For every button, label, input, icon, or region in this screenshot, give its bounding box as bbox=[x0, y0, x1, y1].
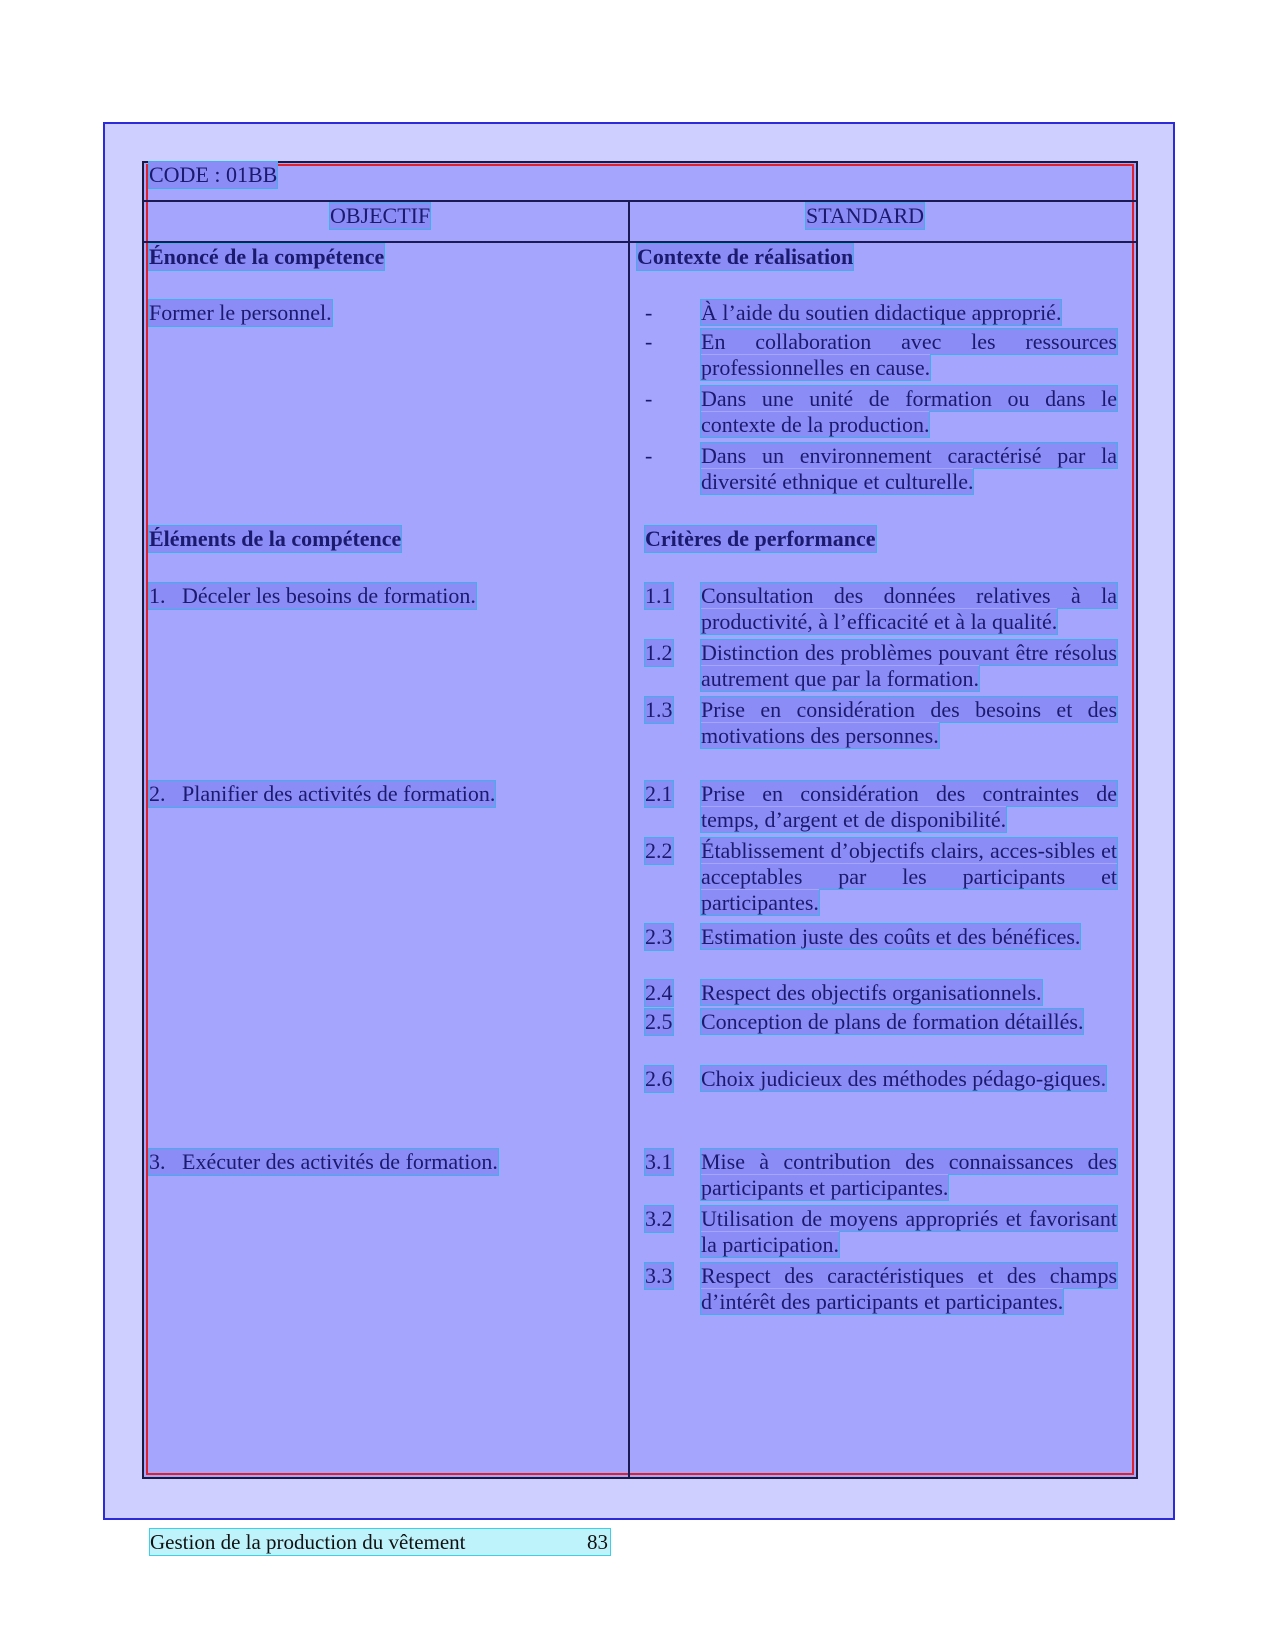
critere-text: Choix judicieux des méthodes pédago-giques. bbox=[701, 1066, 1107, 1091]
header-divider-bottom bbox=[144, 241, 1136, 243]
column-divider bbox=[628, 200, 630, 1477]
header-divider-top bbox=[144, 200, 1136, 202]
element-3 bbox=[149, 1149, 498, 1175]
critere-text: Établissement d’objectifs clairs, acces-sibles et acceptables par les participants et participantes. bbox=[701, 838, 1117, 915]
critere-number: 2.4 bbox=[645, 980, 673, 1005]
enonce-text: Former le personnel. bbox=[149, 300, 332, 325]
critere-number: 1.1 bbox=[645, 583, 673, 608]
bullet: - bbox=[645, 443, 653, 468]
critere-text: Prise en considération des contraintes de temps, d’argent et de disponibilité. bbox=[701, 781, 1117, 832]
critere-number: 2.6 bbox=[645, 1066, 673, 1091]
critere-number: 3.1 bbox=[645, 1149, 673, 1174]
critere-number: 3.2 bbox=[645, 1206, 673, 1231]
header-objectif: OBJECTIF bbox=[330, 203, 431, 228]
contexte-text: En collaboration avec les ressources professionnelles en cause. bbox=[701, 329, 1117, 380]
critere-number: 2.2 bbox=[645, 838, 673, 863]
contexte-text: À l’aide du soutien didactique approprié. bbox=[701, 300, 1062, 325]
critere-number: 2.1 bbox=[645, 781, 673, 806]
bullet: - bbox=[645, 300, 653, 325]
page-footer bbox=[150, 1529, 610, 1555]
critere-text: Distinction des problèmes pouvant être résolus autrement que par la formation. bbox=[701, 640, 1117, 691]
critere-number: 3.3 bbox=[645, 1263, 673, 1288]
critere-text: Estimation juste des coûts et des bénéfices. bbox=[701, 924, 1081, 949]
element-number: 3. bbox=[149, 1149, 166, 1174]
critere-number: 1.3 bbox=[645, 697, 673, 722]
bullet: - bbox=[645, 386, 653, 411]
header-standard: STANDARD bbox=[806, 203, 925, 228]
element-text: Déceler les besoins de formation. bbox=[182, 583, 476, 608]
code-label: CODE : 01BB bbox=[149, 162, 278, 187]
element-text: Planifier des activités de formation. bbox=[182, 781, 496, 806]
element-2 bbox=[149, 781, 495, 807]
critere-text: Conception de plans de formation détaillés. bbox=[701, 1009, 1084, 1034]
critere-text: Respect des caractéristiques et des champs d’intérêt des participants et participantes. bbox=[701, 1263, 1117, 1314]
critere-number: 2.3 bbox=[645, 924, 673, 949]
contexte-text: Dans une unité de formation ou dans le contexte de la production. bbox=[701, 386, 1117, 437]
elements-title: Éléments de la compétence bbox=[149, 526, 402, 551]
criteres-title: Critères de performance bbox=[645, 526, 876, 551]
contexte-text: Dans un environnement caractérisé par la diversité ethnique et culturelle. bbox=[701, 443, 1117, 494]
bullet: - bbox=[645, 329, 653, 354]
element-number: 2. bbox=[149, 781, 166, 806]
page-number: 83 bbox=[587, 1530, 608, 1554]
critere-text: Mise à contribution des connaissances des participants et participantes. bbox=[701, 1149, 1117, 1200]
element-number: 1. bbox=[149, 583, 166, 608]
critere-text: Consultation des données relatives à la productivité, à l’efficacité et à la qualité. bbox=[701, 583, 1117, 634]
contexte-title: Contexte de réalisation bbox=[637, 244, 854, 269]
critere-number: 2.5 bbox=[645, 1009, 673, 1034]
critere-text: Respect des objectifs organisationnels. bbox=[701, 980, 1042, 1005]
critere-text: Prise en considération des besoins et des motivations des personnes. bbox=[701, 697, 1117, 748]
element-1 bbox=[149, 583, 476, 609]
footer-title: Gestion de la production du vêtement bbox=[150, 1530, 466, 1554]
critere-number: 1.2 bbox=[645, 640, 673, 665]
element-text: Exécuter des activités de formation. bbox=[182, 1149, 498, 1174]
critere-text: Utilisation de moyens appropriés et favorisant la participation. bbox=[701, 1206, 1117, 1257]
enonce-title: Énoncé de la compétence bbox=[149, 244, 385, 269]
